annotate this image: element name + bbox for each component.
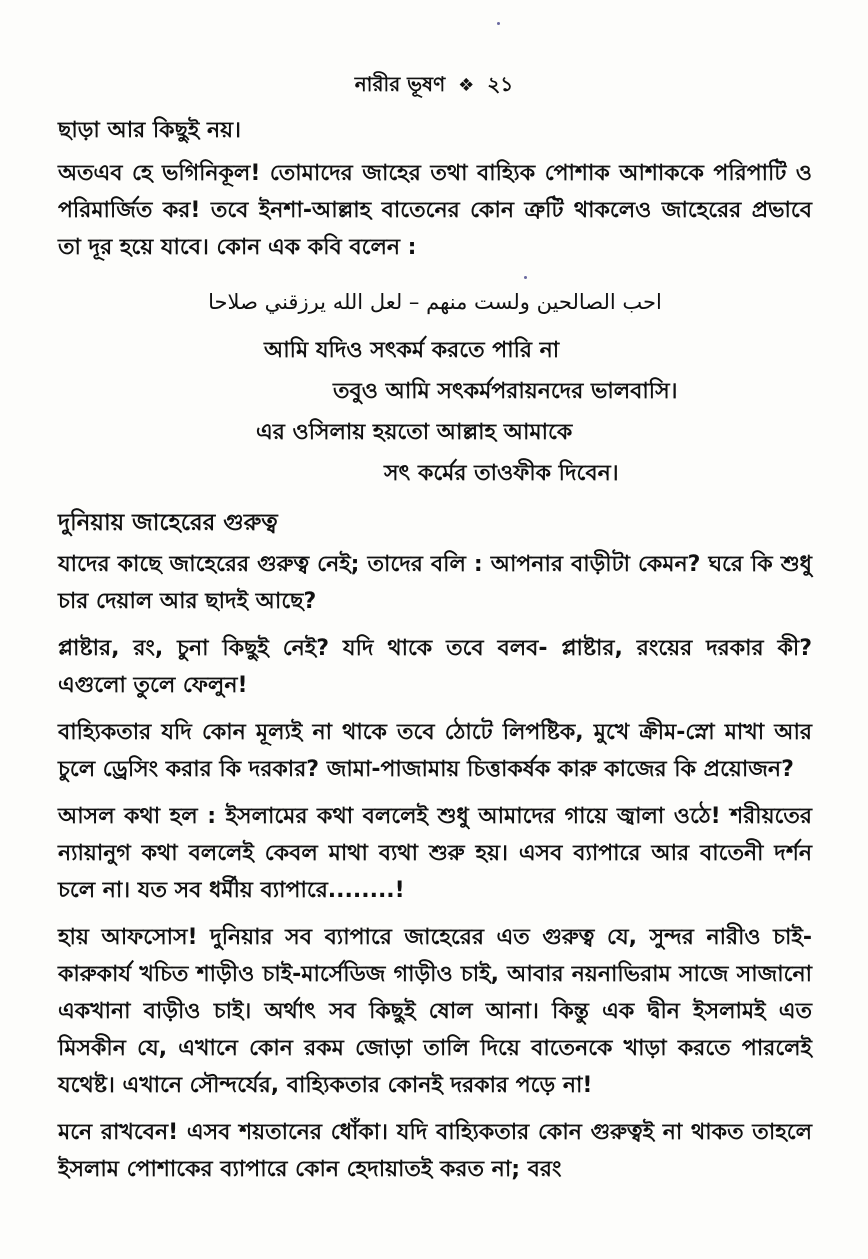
poem-line: এর ওসিলায় হয়তো আল্লাহ আমাকে	[256, 420, 573, 445]
print-speck	[497, 22, 500, 25]
section-heading: দুনিয়ায় জাহেরের গুরুত্ব	[58, 510, 278, 536]
page-header	[0, 70, 868, 103]
paragraph: হায় আফসোস! দুনিয়ার সব ব্যাপারে জাহেরের এত গুরুত্ব যে, সুন্দর নারীও চাই-কারুকার্য খচিত শাড়ীও চাই-মার্সেডিজ গাড়ীও চাই, আবার নয়নাভিরাম সাজে সাজানো একখানা বাড়ীও চাই। অর্থাৎ সব কিছুই ষোল আনা। কিন্তু এক দ্বীন ইসলামই এত মিসকীন যে, এখানে কোন রকম জোড়া তালি দিয়ে বাতেনকে খাড়া করতে পারলেই যথেষ্ট। এখানে সৌন্দর্যের, বাহ্যিকতার কোনই দরকার পড়ে না!	[58, 925, 812, 1098]
poem-line: আমি যদিও সৎকর্ম করতে পারি না	[264, 338, 560, 363]
page-body	[58, 112, 812, 1198]
page-number: ২১	[487, 72, 514, 96]
poem-line: তবুও আমি সৎকর্মপরায়নদের ভালবাসি।	[333, 379, 678, 404]
poem-line: সৎ কর্মের তাওফীক দিবেন।	[384, 461, 619, 486]
paragraph: যাদের কাছে জাহেরের গুরুত্ব নেই; তাদের বলি : আপনার বাড়ীটা কেমন? ঘরে কি শুধু চার দেয়াল আর ছাদই আছে?	[58, 552, 812, 614]
paragraph: প্লাষ্টার, রং, চুনা কিছুই নেই? যদি থাকে তবে বলব- প্লাষ্টার, রংয়ের দরকার কী? এগুলো তুলে ফেলুন!	[58, 636, 812, 698]
paragraph: অতএব হে ভগিনিকূল! তোমাদের জাহের তথা বাহ্যিক পোশাক আশাককে পরিপাটি ও পরিমার্জিত কর! তবে ইনশা-আল্লাহ বাতেনের কোন ত্রুটি থাকলেও জাহেরের প্রভাবে তা দূর হয়ে যাবে। কোন এক কবি বলেন :	[58, 161, 812, 260]
paragraph: মনে রাখবেন! এসব শয়তানের ধোঁকা। যদি বাহ্যিকতার কোন গুরুত্বই না থাকত তাহলে ইসলাম পোশাকের ব্যাপারে কোন হেদায়াতই করত না; বরং	[58, 1120, 812, 1182]
paragraph: বাহ্যিকতার যদি কোন মূল্যই না থাকে তবে ঠোটে লিপষ্টিক, মুখে ক্রীম-স্নো মাখা আর চুলে ড্রেসিং করার কি দরকার? জামা-পাজামায় চিত্তাকর্ষক কারু কাজের কি প্রয়োজন?	[58, 720, 812, 782]
poem-block	[58, 332, 812, 496]
header-title: নারীর ভূষণ	[354, 72, 446, 96]
arabic-verse: احب الصالحين ولست منهم – لعل الله يرزقني صلاحا	[208, 290, 662, 314]
paragraph: ছাড়া আর কিছুই নয়।	[58, 118, 241, 143]
paragraph: আসল কথা হল : ইসলামের কথা বললেই শুধু আমাদের গায়ে জ্বালা ওঠে! শরীয়তের ন্যায়ানুগ কথা বললেই কেবল মাথা ব্যথা শুরু হয়। এসব ব্যাপারে আর বাতেনী দর্শন চলে না। যত সব ধর্মীয় ব্যাপারে........!	[58, 804, 812, 903]
ornament-icon: ❖	[458, 75, 475, 96]
